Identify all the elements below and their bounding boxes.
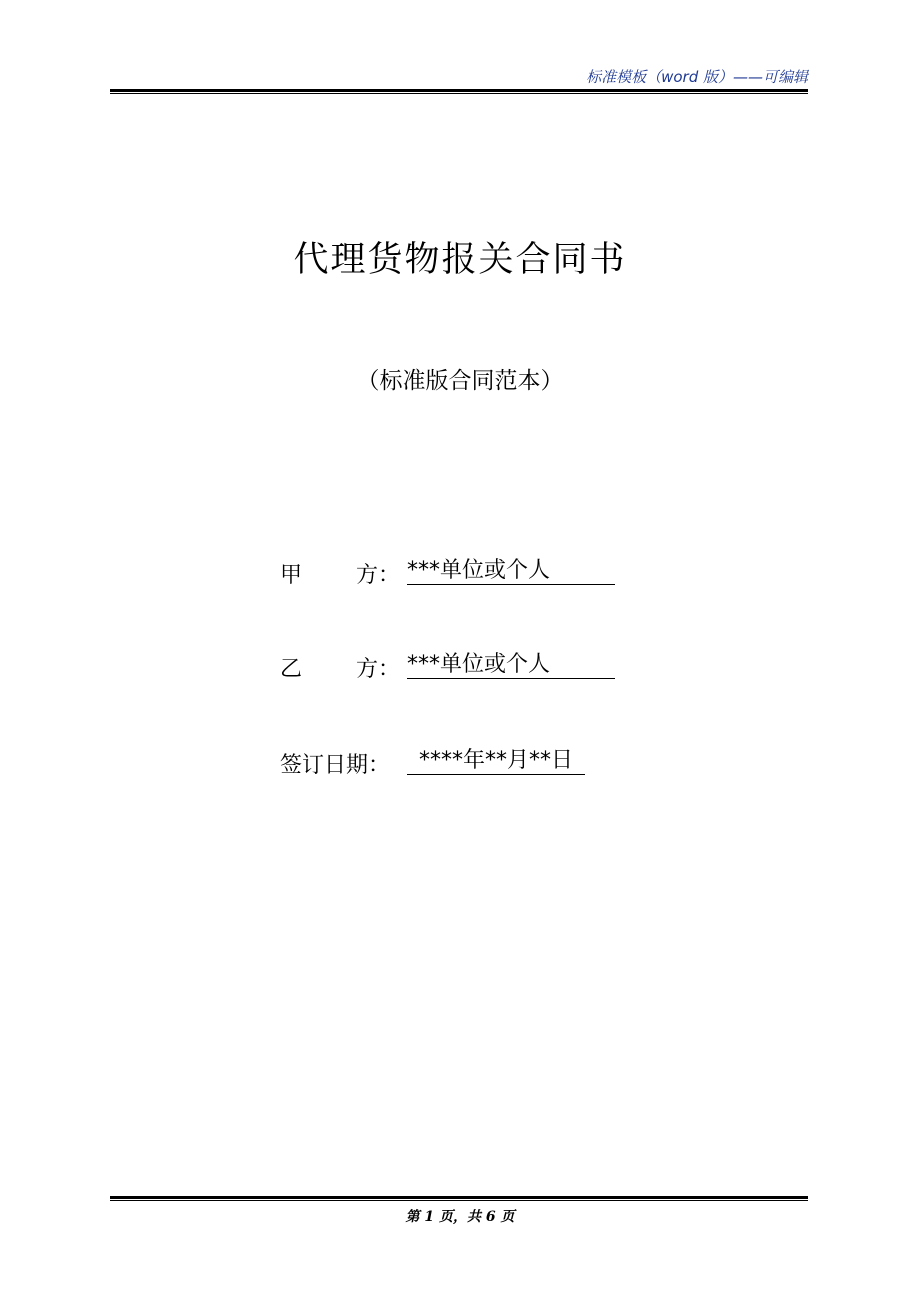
header-rule [110,89,808,94]
party-b-label-suffix: 方： [356,657,401,682]
document-subtitle: （标准版合同范本） [356,368,564,394]
party-a-label-char: 甲 [280,563,303,588]
page-number: 第 1 页，共 6 页 [405,1209,515,1225]
party-b-value: ***单位或个人 [407,652,615,679]
header-template-label: 标准模板（word 版）——可编辑 [586,68,808,86]
party-a-label-suffix: 方： [356,563,401,588]
sign-date-value: ****年**月**日 [407,748,585,775]
sign-date-label: 签订日期： [280,753,391,778]
party-a-value: ***单位或个人 [407,558,615,585]
footer-rule [110,1196,808,1201]
party-b-label-char: 乙 [280,657,303,682]
document-title: 代理货物报关合同书 [293,240,627,280]
